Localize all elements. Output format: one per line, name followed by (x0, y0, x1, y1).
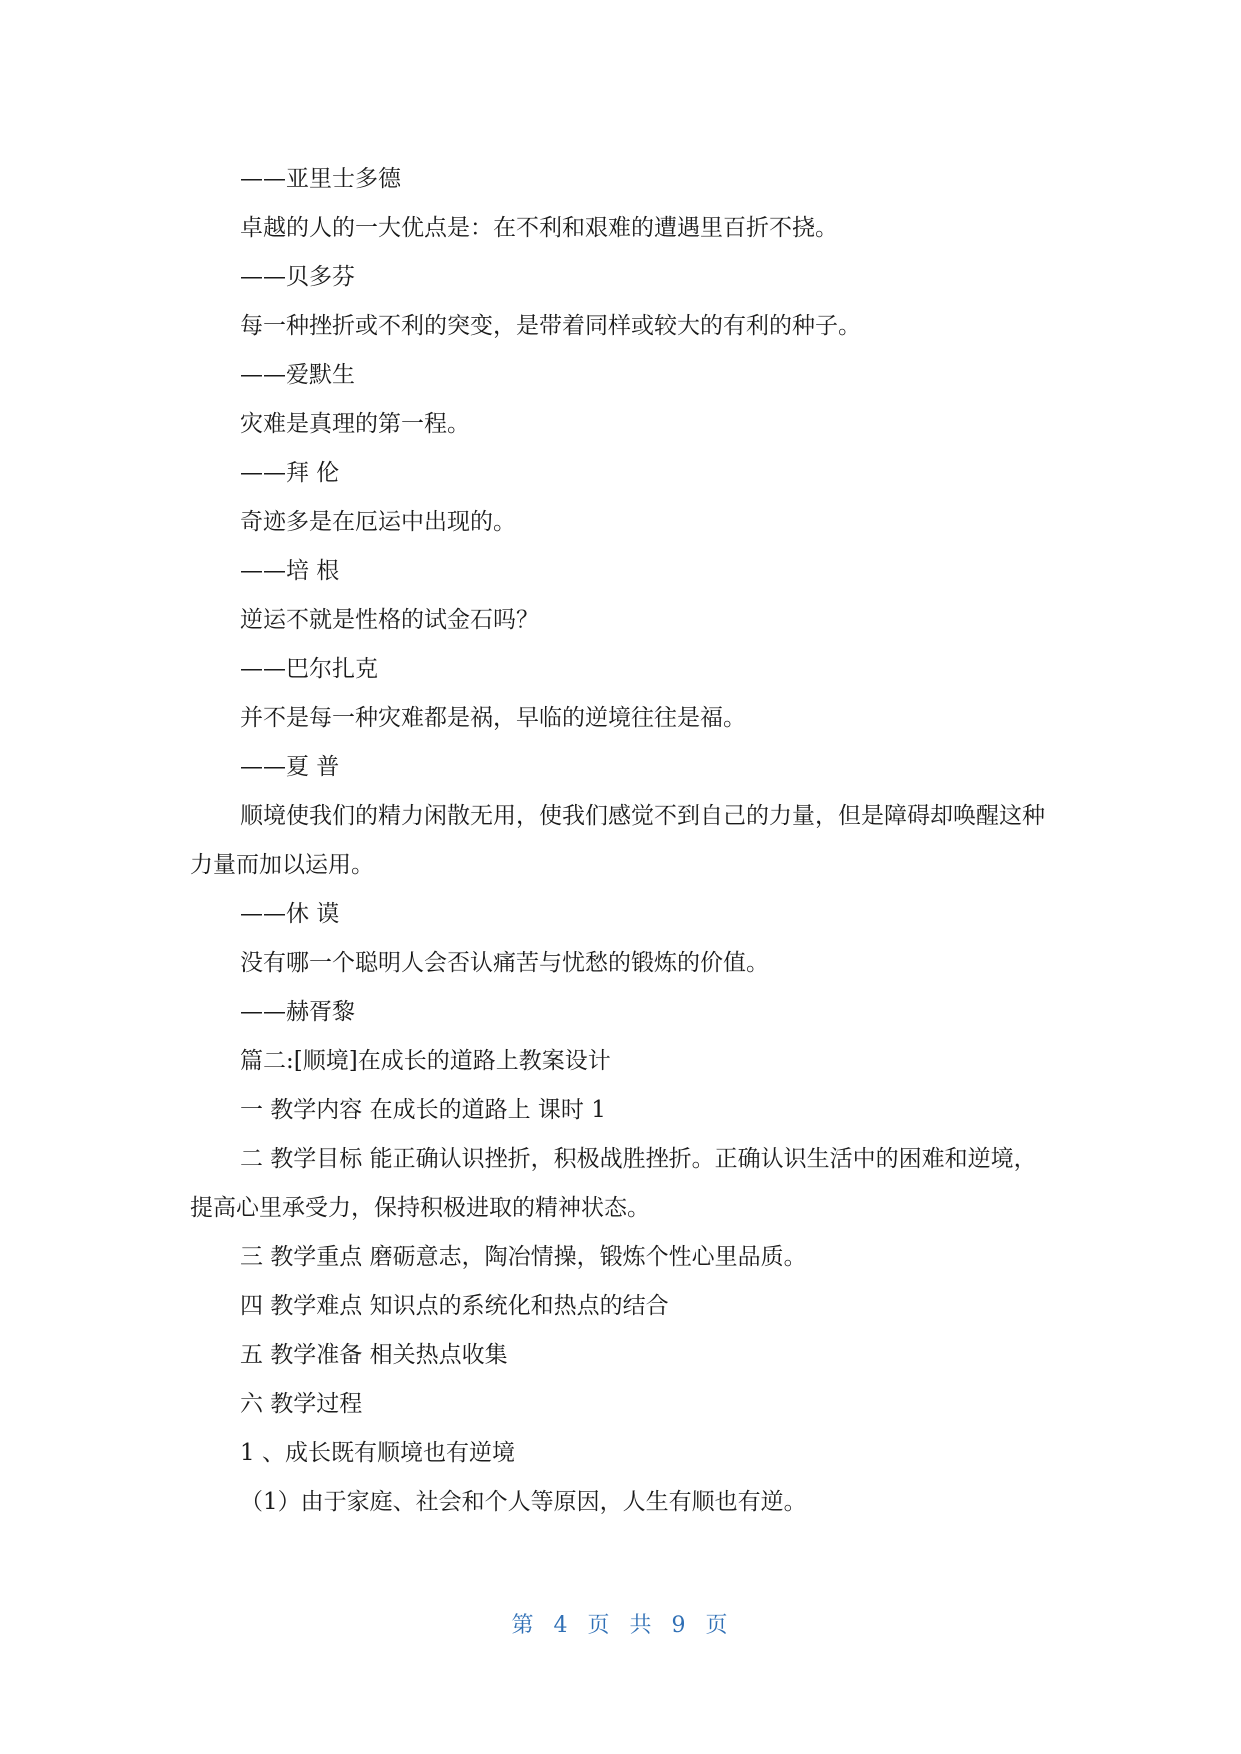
lesson-goal-paragraph: 二 教学目标 能正确认识挫折，积极战胜挫折。正确认识生活中的困难和逆境，提高心里承受力，保持积极进取的精神状态。 (190, 1146, 1037, 1221)
process-substep-line: （1）由于家庭、社会和个人等原因，人生有顺也有逆。 (240, 1489, 807, 1515)
lesson-process-line: 六 教学过程 (240, 1391, 363, 1417)
attribution-line: ——亚里士多德 (240, 166, 401, 192)
quote-line: 奇迹多是在厄运中出现的。 (240, 509, 516, 535)
total-page-number: 9 (671, 1613, 688, 1638)
quote-paragraph: 顺境使我们的精力闲散无用，使我们感觉不到自己的力量，但是障碍却唤醒这种力量而加以运用。 (190, 803, 1045, 878)
footer-gong: 共 (629, 1613, 654, 1638)
attribution-line: ——拜 伦 (240, 460, 340, 486)
current-page-number: 4 (553, 1613, 570, 1638)
attribution-line: ——培 根 (240, 558, 340, 584)
process-step-line: 1 、成长既有顺境也有逆境 (240, 1440, 515, 1466)
page-footer (0, 1608, 1241, 1639)
attribution-line: ——贝多芬 (240, 264, 355, 290)
attribution-line: ——爱默生 (240, 362, 355, 388)
footer-di: 第 (511, 1613, 536, 1638)
quote-line: 逆运不就是性格的试金石吗？ (240, 607, 539, 633)
lesson-content-line: 一 教学内容 在成长的道路上 课时 1 (240, 1097, 606, 1123)
quote-line: 没有哪一个聪明人会否认痛苦与忧愁的锻炼的价值。 (240, 950, 769, 976)
footer-ye: 页 (587, 1613, 612, 1638)
document-body (190, 155, 1050, 1527)
attribution-line: ——夏 普 (240, 754, 340, 780)
lesson-focus-line: 三 教学重点 磨砺意志，陶冶情操，锻炼个性心里品质。 (240, 1244, 807, 1270)
quote-line: 卓越的人的一大优点是：在不利和艰难的遭遇里百折不挠。 (240, 215, 838, 241)
lesson-difficulty-line: 四 教学难点 知识点的系统化和热点的结合 (240, 1293, 669, 1319)
quote-line: 灾难是真理的第一程。 (240, 411, 470, 437)
attribution-line: ——赫胥黎 (240, 999, 355, 1025)
footer-ye2: 页 (705, 1613, 730, 1638)
attribution-line: ——休 谟 (240, 901, 340, 927)
quote-line: 每一种挫折或不利的突变，是带着同样或较大的有利的种子。 (240, 313, 861, 339)
quote-line: 并不是每一种灾难都是祸，早临的逆境往往是福。 (240, 705, 746, 731)
section-heading: 篇二:[顺境]在成长的道路上教案设计 (240, 1048, 611, 1074)
attribution-line: ——巴尔扎克 (240, 656, 378, 682)
lesson-preparation-line: 五 教学准备 相关热点收集 (240, 1342, 508, 1368)
